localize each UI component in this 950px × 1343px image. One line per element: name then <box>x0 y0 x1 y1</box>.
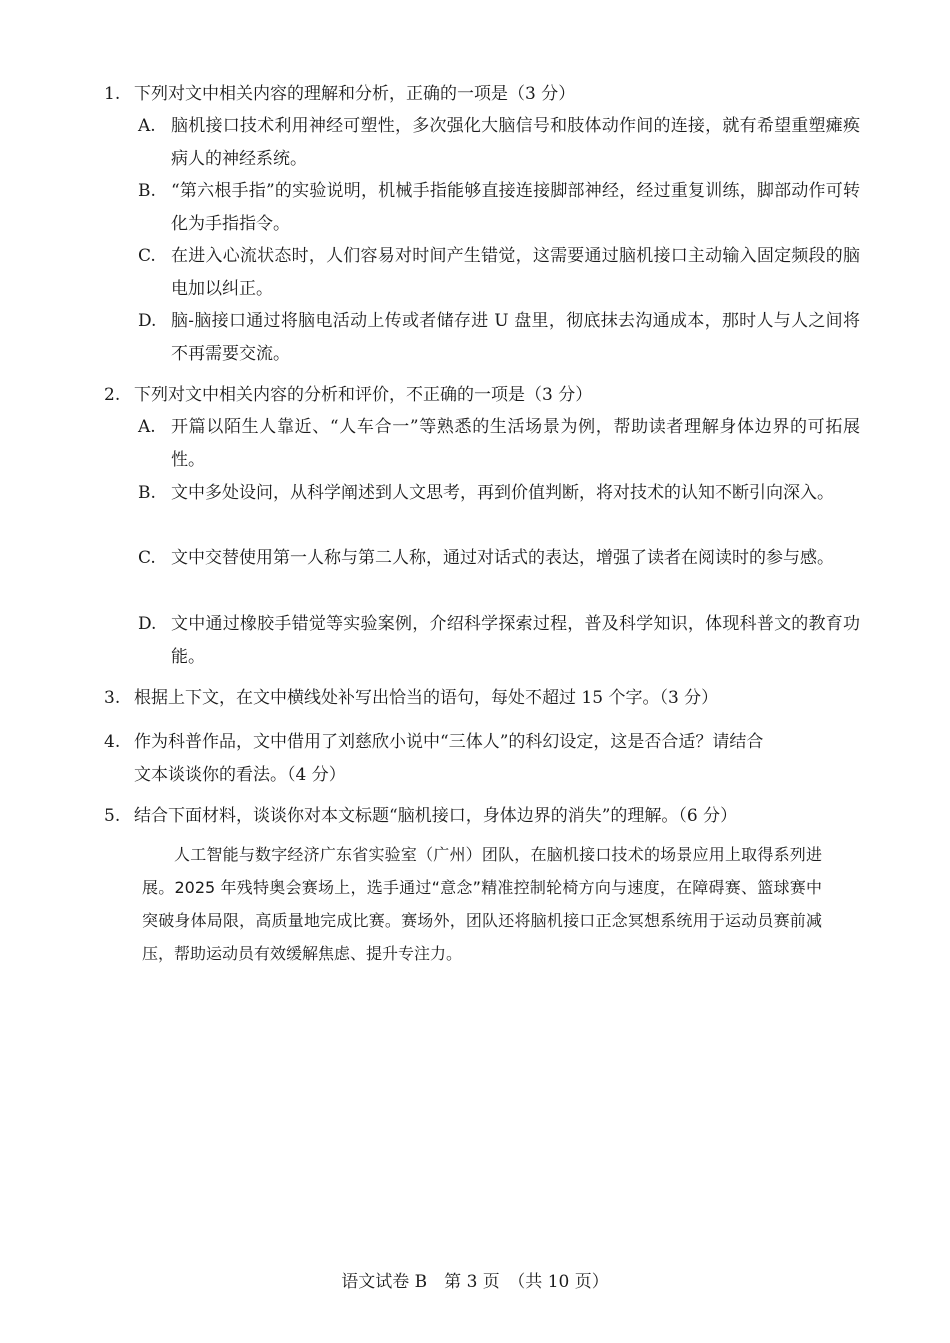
question-stem: 下列对文中相关内容的理解和分析，正确的一项是（3 分） <box>134 84 576 104</box>
option-2c <box>138 542 860 575</box>
option-text: 文中多处设问，从科学阐述到人文思考，再到价值判断，将对技术的认知不断引向深入。 <box>171 483 834 503</box>
question-stem: 结合下面材料，谈谈你对本文标题“脑机接口，身体边界的消失”的理解。（6 分） <box>134 806 738 826</box>
option-text: 在进入心流状态时，人们容易对时间产生错觉，这需要通过脑机接口主动输入固定频段的脑电加以纠正。 <box>171 246 860 299</box>
question-stem-line-1: 作为科普作品，文中借用了刘慈欣小说中“三体人”的科幻设定，这是否合适？请结合 <box>134 732 764 752</box>
question-number: 3. <box>104 688 121 708</box>
question-4 <box>104 726 864 792</box>
question-3 <box>104 682 864 715</box>
option-2a <box>138 411 860 477</box>
option-text: “第六根手指”的实验说明，机械手指能够直接连接脚部神经，经过重复训练，脚部动作可转化为手指指令。 <box>171 181 860 234</box>
question-stem-line-2: 文本谈谈你的看法。（4 分） <box>134 765 346 785</box>
question-1 <box>104 78 864 111</box>
option-2b <box>138 477 860 510</box>
question-number: 4. <box>104 732 121 752</box>
option-letter: B. <box>138 483 156 503</box>
option-letter: D. <box>138 311 157 331</box>
option-text: 开篇以陌生人靠近、“人车合一”等熟悉的生活场景为例，帮助读者理解身体边界的可拓展性。 <box>171 417 860 470</box>
question-5 <box>104 800 864 833</box>
option-letter: B. <box>138 181 156 201</box>
option-text: 文中交替使用第一人称与第二人称，通过对话式的表达，增强了读者在阅读时的参与感。 <box>171 548 834 568</box>
question-number: 1. <box>104 84 121 104</box>
option-text: 脑-脑接口通过将脑电活动上传或者储存进 U 盘里，彻底抹去沟通成本，那时人与人之间将不再需要交流。 <box>171 311 860 364</box>
question-2 <box>104 379 864 412</box>
question-stem: 根据上下文，在文中横线处补写出恰当的语句，每处不超过 15 个字。（3 分） <box>134 688 719 708</box>
option-letter: A. <box>138 116 156 136</box>
option-1b <box>138 175 860 241</box>
option-letter: D. <box>138 614 157 634</box>
option-2d <box>138 608 860 674</box>
option-text: 文中通过橡胶手错觉等实验案例，介绍科学探索过程，普及科学知识，体现科普文的教育功能。 <box>171 614 860 667</box>
question-stem: 下列对文中相关内容的分析和评价，不正确的一项是（3 分） <box>134 385 593 405</box>
option-text: 脑机接口技术利用神经可塑性，多次强化大脑信号和肢体动作间的连接，就有希望重塑瘫痪病人的神经系统。 <box>171 116 860 169</box>
page-footer: 语文试卷 B 第 3 页 （共 10 页） <box>341 1272 609 1292</box>
question-number: 5. <box>104 806 121 826</box>
option-letter: C. <box>138 548 156 568</box>
reference-material: 人工智能与数字经济广东省实验室（广州）团队，在脑机接口技术的场景应用上取得系列进展。2025 年残特奥会赛场上，选手通过“意念”精准控制轮椅方向与速度，在障碍赛、篮球赛中突破身体局限，高质量地完成比赛。赛场外，团队还将脑机接口正念冥想系统用于运动员赛前减压，帮助运动员有效缓解焦虑、提升专注力。 <box>142 845 822 963</box>
option-letter: A. <box>138 417 156 437</box>
option-letter: C. <box>138 246 156 266</box>
option-1d <box>138 305 860 371</box>
question-number: 2. <box>104 385 121 405</box>
option-1c <box>138 240 860 306</box>
option-1a <box>138 110 860 176</box>
